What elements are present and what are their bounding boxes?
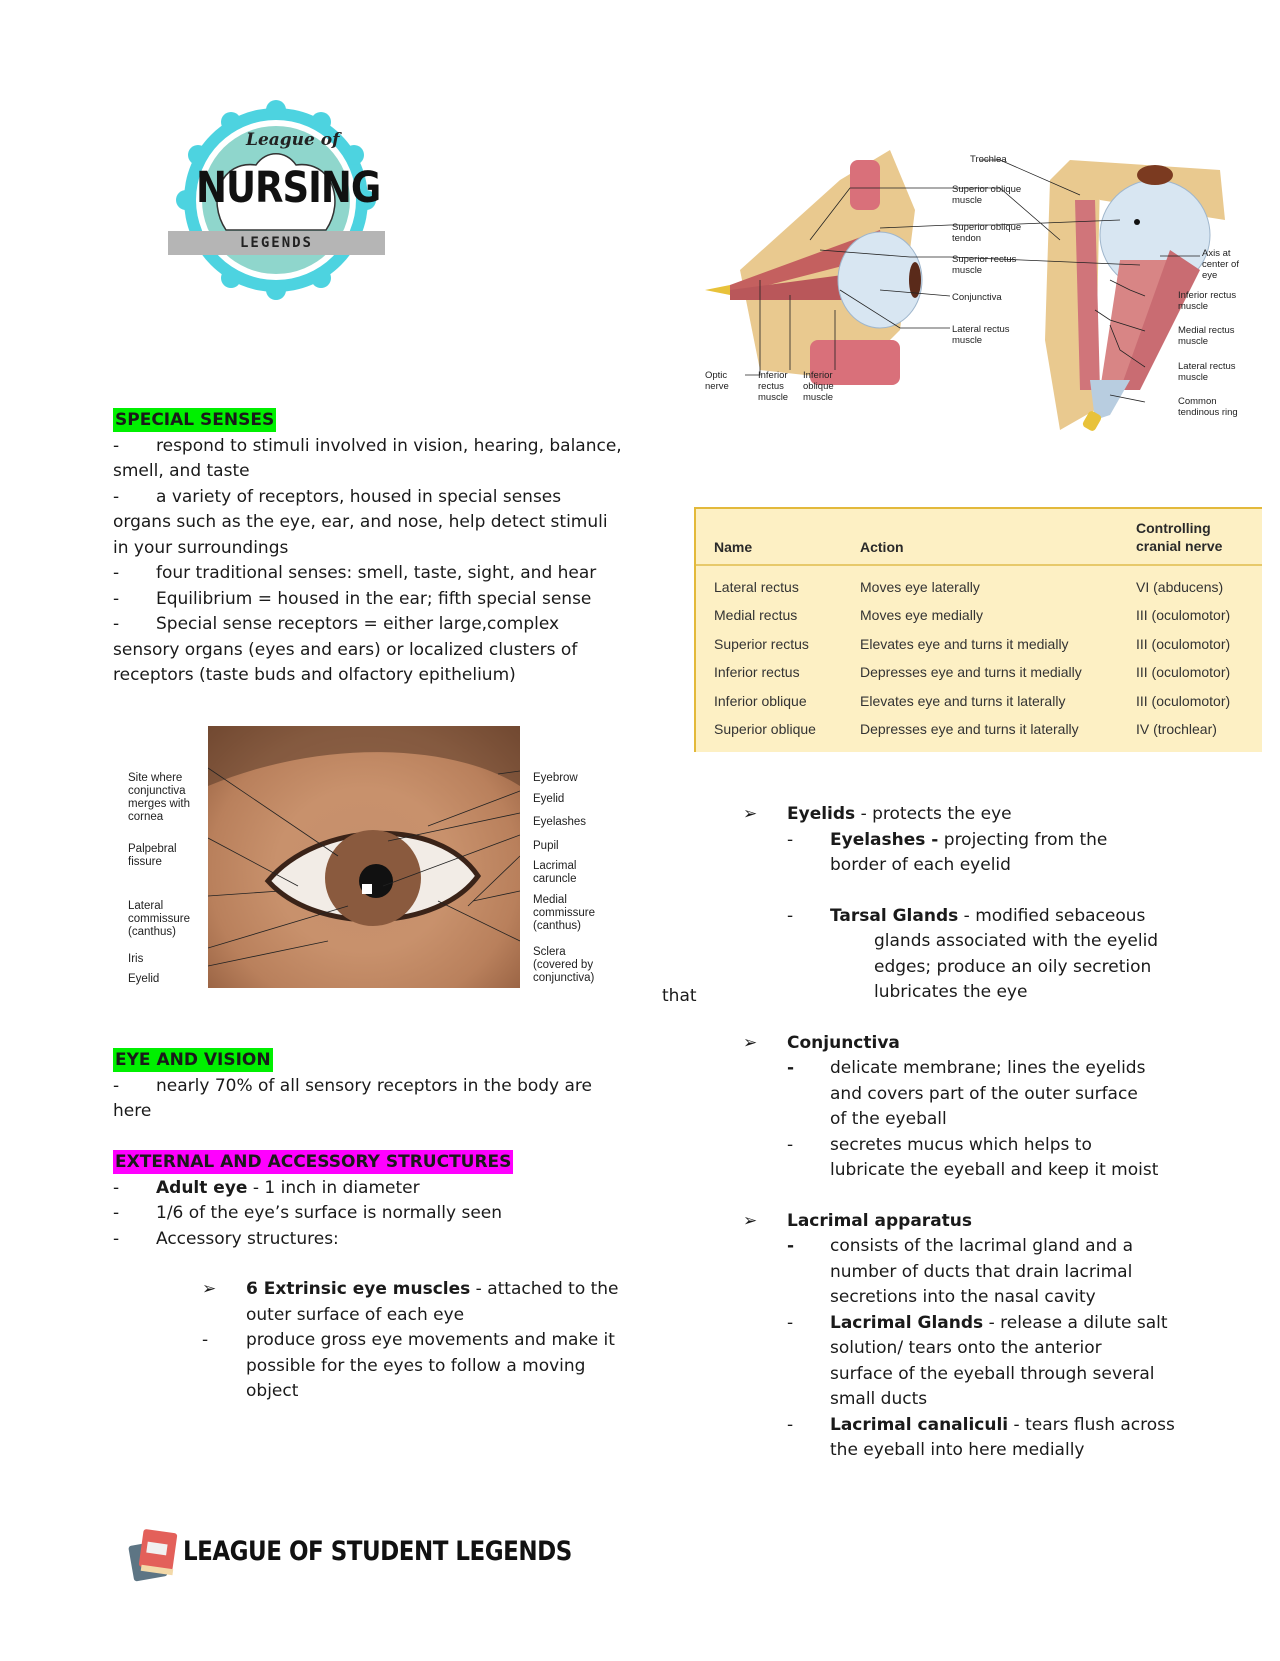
external-eye-photo	[208, 726, 520, 988]
arrow-bullet-icon: ➢	[743, 1032, 758, 1053]
eye-label-eyelid: Eyelid	[533, 793, 565, 805]
footer-brand-text: LEAGUE OF STUDENT LEGENDS	[183, 1537, 572, 1567]
table-cell-name: Superior oblique	[714, 721, 816, 737]
table-cell-name: Lateral rectus	[714, 579, 799, 595]
label-trochlea: Trochlea	[970, 154, 1007, 165]
eye-label-pupil: Pupil	[533, 840, 559, 852]
special-senses-bullet-2: a variety of receptors, housed in special senses	[156, 486, 562, 507]
table-cell-action: Depresses eye and turns it medially	[860, 664, 1082, 680]
eye-and-vision-bullet: nearly 70% of all sensory receptors in the body are	[156, 1075, 593, 1096]
label-superior-oblique-muscle: Superior oblique muscle	[952, 184, 1022, 206]
table-cell-nerve: VI (abducens)	[1136, 579, 1224, 595]
table-header-action: Action	[860, 539, 904, 555]
table-cell-nerve: IV (trochlear)	[1136, 721, 1217, 737]
table-cell-action: Moves eye laterally	[860, 579, 980, 595]
table-cell-name: Superior rectus	[714, 636, 809, 652]
eye-label-eyebrow: Eyebrow	[533, 772, 578, 784]
table-cell-nerve: III (oculomotor)	[1136, 664, 1231, 680]
eye-label-medial-commissure: Medial commissure (canthus)	[533, 894, 595, 932]
table-cell-nerve: III (oculomotor)	[1136, 693, 1231, 709]
arrow-bullet-icon: ➢	[743, 804, 758, 824]
eye-photo-illustration-icon	[208, 726, 520, 988]
special-senses-bullet-3: four traditional senses: smell, taste, sight, and hear	[156, 563, 597, 583]
table-cell-name: Medial rectus	[714, 607, 798, 623]
table-header-nerve-line2: cranial nerve	[1136, 538, 1223, 554]
eye-label-palpebral-fissure: Palpebral fissure	[128, 843, 177, 868]
logo-main-text: NURSING	[196, 162, 381, 213]
label-superior-rectus-muscle: Superior rectus muscle	[952, 254, 1017, 276]
table-cell-action: Elevates eye and turns it medially	[860, 636, 1069, 652]
books-icon	[127, 1525, 185, 1583]
table-header-divider	[696, 564, 1262, 566]
special-senses-bullet-1: respond to stimuli involved in vision, hearing, balance,	[156, 435, 622, 456]
arrow-bullet-icon: ➢	[743, 1210, 758, 1231]
table-cell-action: Depresses eye and turns it laterally	[860, 721, 1079, 737]
eye-label-conjunctiva-cornea: Site where conjunctiva merges with cornea	[128, 772, 190, 823]
eye-label-sclera: Sclera (covered by conjunctiva)	[533, 946, 595, 984]
extrinsic-muscle-table	[694, 507, 1262, 752]
table-cell-name: Inferior oblique	[714, 693, 807, 709]
logo-top-text: League of	[246, 130, 340, 150]
external-structures-section: EXTERNAL AND ACCESSORY STRUCTURES - Adult eye - 1 inch in diameter - 1/6 of the eye’s surface is normally seen - Accessory structures: ➢ 6 Extrinsic eye muscles - attached to the outer surface of each eye - produce gross eye movements and make it possible for the eyes to follow a moving object	[113, 1152, 619, 1401]
external-structures-heading: EXTERNAL AND ACCESSORY STRUCTURES	[115, 1152, 512, 1172]
table-cell-action: Moves eye medially	[860, 607, 983, 623]
special-senses-heading: SPECIAL SENSES	[115, 410, 275, 430]
table-header-name: Name	[714, 539, 753, 555]
label-optic-nerve: Optic nerve	[705, 370, 729, 392]
special-senses-bullet-5: Special sense receptors = either large,complex	[156, 614, 560, 634]
table-cell-action: Elevates eye and turns it laterally	[860, 693, 1066, 709]
label-lateral-rectus-right: Lateral rectus muscle	[1178, 361, 1236, 383]
extrinsic-eye-muscles-diagram	[700, 140, 1260, 440]
eye-and-vision-section: EYE AND VISION - nearly 70% of all sensory receptors in the body are here	[113, 1050, 593, 1121]
label-inferior-rectus-muscle: Inferior rectus muscle	[758, 370, 789, 403]
footer-brand	[127, 1525, 572, 1585]
logo-banner: LEGENDS	[168, 231, 385, 255]
table-cell-name: Inferior rectus	[714, 664, 800, 680]
eye-and-vision-heading: EYE AND VISION	[115, 1050, 271, 1070]
league-of-nursing-legends-logo	[168, 100, 388, 300]
label-conjunctiva: Conjunctiva	[952, 292, 1002, 303]
label-inferior-oblique-muscle: Inferior oblique muscle	[803, 370, 834, 403]
eye-label-lateral-commissure: Lateral commissure (canthus)	[128, 900, 190, 938]
special-senses-section: SPECIAL SENSES - respond to stimuli involved in vision, hearing, balance, smell, and taste - a variety of receptors, housed in special senses organs such as the eye, ear, and nose, help detect stimuli in your surroundings - four traditional senses: smell, taste, sight, and hear - Equilibrium = housed in the ear; fifth special sense - Special sense receptors = either large,complex sensory organs (eyes and ears) or localized clusters of receptors (taste buds and olfactory epithelium)	[113, 410, 622, 685]
label-inferior-rectus-right: Inferior rectus muscle	[1178, 290, 1237, 312]
label-common-tendinous-ring: Common tendinous ring	[1178, 396, 1238, 418]
eye-label-eyelid-lower: Eyelid	[128, 973, 160, 985]
arrow-bullet-icon: ➢	[202, 1279, 217, 1299]
table-header-nerve-line1: Controlling	[1136, 520, 1211, 536]
label-axis-center-eye: Axis at center of eye	[1202, 248, 1239, 281]
eye-label-iris: Iris	[128, 953, 144, 965]
eye-label-lacrimal-caruncle: Lacrimal caruncle	[533, 860, 577, 885]
special-senses-bullet-4: Equilibrium = housed in the ear; fifth special sense	[156, 588, 592, 609]
label-medial-rectus-right: Medial rectus muscle	[1178, 325, 1235, 347]
label-superior-oblique-tendon: Superior oblique tendon	[952, 222, 1022, 244]
right-column-notes: ➢ Eyelids - protects the eye - Eyelashes - projecting from the border of each eyelid - Tarsal Glands - modified sebaceous glands associated with the eyelid edges; produce an oily secretion lubricates the eye ➢ Conjunctiva - delicate membrane; lines the eyelids and covers part of the outer surface of the eyeball - secretes mucus which helps to lubricate the eyeball and keep it moist ➢ Lacrimal apparatus - consists of the lacrimal gland and a number of ducts that drain lacrimal secretions into the nasal cavity - Lacrimal Glands - release a dilute salt solution/ tears onto the anterior surface of the eyeball through several small ducts - Lacrimal canaliculi - tears flush across the eyeball into here medially	[743, 804, 1175, 1460]
stray-text: that	[662, 986, 697, 1006]
table-cell-nerve: III (oculomotor)	[1136, 636, 1231, 652]
table-cell-nerve: III (oculomotor)	[1136, 607, 1231, 623]
label-lateral-rectus-muscle: Lateral rectus muscle	[952, 324, 1010, 346]
eye-label-eyelashes: Eyelashes	[533, 816, 587, 828]
